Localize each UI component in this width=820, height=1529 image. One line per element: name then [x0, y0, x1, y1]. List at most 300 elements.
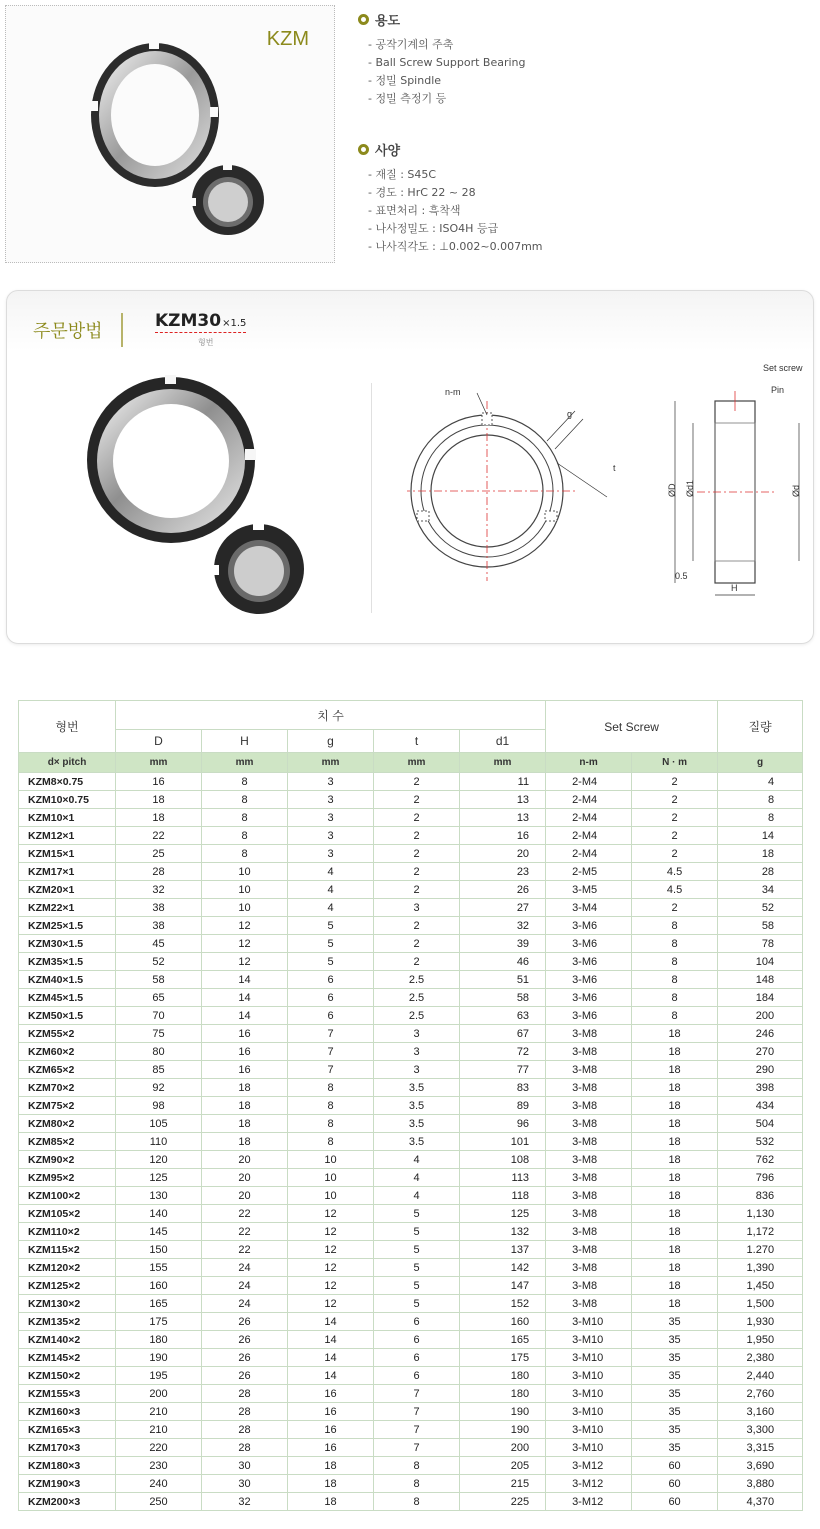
- cell-g: 5: [288, 953, 374, 971]
- cell-model: KZM130×2: [19, 1295, 116, 1313]
- table-row: [19, 1241, 803, 1259]
- cell-d1: 32: [460, 917, 546, 935]
- header-model: 형번: [19, 701, 116, 753]
- cell-D: 75: [116, 1025, 202, 1043]
- cell-g: 12: [288, 1223, 374, 1241]
- cell-g: 8: [288, 1133, 374, 1151]
- cell-torque: 2: [632, 899, 718, 917]
- order-code: [155, 311, 246, 333]
- cell-t: 2: [374, 881, 460, 899]
- cell-model: KZM8×0.75: [19, 773, 116, 791]
- cell-model: KZM20×1: [19, 881, 116, 899]
- cell-D: 195: [116, 1367, 202, 1385]
- table-row: [19, 791, 803, 809]
- cell-screw-nm: 3-M10: [546, 1313, 632, 1331]
- cell-D: 38: [116, 917, 202, 935]
- cell-weight: 4,370: [718, 1493, 803, 1511]
- cell-model: KZM70×2: [19, 1079, 116, 1097]
- cell-t: 7: [374, 1403, 460, 1421]
- cell-d1: 83: [460, 1079, 546, 1097]
- table-row: [19, 1385, 803, 1403]
- cell-d1: 13: [460, 791, 546, 809]
- cell-screw-nm: 3-M8: [546, 1151, 632, 1169]
- cell-model: KZM150×2: [19, 1367, 116, 1385]
- cell-D: 120: [116, 1151, 202, 1169]
- table-row: [19, 1151, 803, 1169]
- cell-screw-nm: 2-M4: [546, 827, 632, 845]
- cell-screw-nm: 3-M5: [546, 881, 632, 899]
- table-row: [19, 773, 803, 791]
- cell-screw-nm: 3-M8: [546, 1043, 632, 1061]
- list-item: - 나사정밀도 : ISO4H 등급: [368, 220, 543, 238]
- cell-screw-nm: 3-M8: [546, 1061, 632, 1079]
- cell-torque: 8: [632, 971, 718, 989]
- cell-g: 6: [288, 971, 374, 989]
- cell-screw-nm: 2-M4: [546, 809, 632, 827]
- table-row: [19, 953, 803, 971]
- cell-g: 16: [288, 1421, 374, 1439]
- ring-bullet-icon: [358, 14, 369, 25]
- cell-screw-nm: 3-M6: [546, 953, 632, 971]
- table-row: [19, 1259, 803, 1277]
- cell-g: 16: [288, 1385, 374, 1403]
- cell-D: 155: [116, 1259, 202, 1277]
- cell-H: 12: [202, 935, 288, 953]
- order-panel: [6, 290, 814, 644]
- cell-d1: 51: [460, 971, 546, 989]
- cell-H: 18: [202, 1115, 288, 1133]
- cell-D: 85: [116, 1061, 202, 1079]
- cell-weight: 1,950: [718, 1331, 803, 1349]
- cell-weight: 3,315: [718, 1439, 803, 1457]
- cell-t: 7: [374, 1385, 460, 1403]
- cell-model: KZM50×1.5: [19, 1007, 116, 1025]
- cell-torque: 18: [632, 1133, 718, 1151]
- cell-d1: 27: [460, 899, 546, 917]
- cell-D: 105: [116, 1115, 202, 1133]
- cell-g: 8: [288, 1115, 374, 1133]
- cell-torque: 18: [632, 1259, 718, 1277]
- order-divider: [121, 313, 123, 347]
- table-row: [19, 809, 803, 827]
- cell-torque: 18: [632, 1061, 718, 1079]
- list-item: - 공작기계의 주축: [368, 36, 526, 54]
- order-code-caption: 형번: [198, 338, 214, 347]
- cell-g: 3: [288, 809, 374, 827]
- table-row: [19, 899, 803, 917]
- cell-screw-nm: 3-M12: [546, 1457, 632, 1475]
- list-item: - Ball Screw Support Bearing: [368, 54, 526, 72]
- table-row: [19, 1349, 803, 1367]
- header-set-screw: Set Screw: [546, 701, 718, 753]
- table-row: [19, 1115, 803, 1133]
- cell-weight: 270: [718, 1043, 803, 1061]
- cell-torque: 18: [632, 1169, 718, 1187]
- cell-g: 18: [288, 1475, 374, 1493]
- cell-model: KZM80×2: [19, 1115, 116, 1133]
- lock-nut-small-image: [191, 164, 265, 236]
- cell-weight: 3,160: [718, 1403, 803, 1421]
- cell-torque: 18: [632, 1079, 718, 1097]
- cell-D: 80: [116, 1043, 202, 1061]
- cell-torque: 18: [632, 1097, 718, 1115]
- unit-cell: mm: [202, 753, 288, 773]
- cell-model: KZM155×3: [19, 1385, 116, 1403]
- cell-d1: 46: [460, 953, 546, 971]
- table-row: [19, 1043, 803, 1061]
- cell-H: 14: [202, 1007, 288, 1025]
- cell-g: 4: [288, 881, 374, 899]
- cell-model: KZM55×2: [19, 1025, 116, 1043]
- cell-weight: 532: [718, 1133, 803, 1151]
- cell-screw-nm: 3-M8: [546, 1277, 632, 1295]
- table-row: [19, 1169, 803, 1187]
- cell-D: 200: [116, 1385, 202, 1403]
- cell-model: KZM40×1.5: [19, 971, 116, 989]
- cell-screw-nm: 3-M10: [546, 1421, 632, 1439]
- cell-screw-nm: 3-M12: [546, 1475, 632, 1493]
- cell-t: 2: [374, 845, 460, 863]
- cell-g: 3: [288, 845, 374, 863]
- cell-model: KZM190×3: [19, 1475, 116, 1493]
- cell-t: 7: [374, 1439, 460, 1457]
- cell-weight: 290: [718, 1061, 803, 1079]
- cell-d1: 152: [460, 1295, 546, 1313]
- unit-cell: g: [718, 753, 803, 773]
- cell-H: 8: [202, 791, 288, 809]
- cell-D: 145: [116, 1223, 202, 1241]
- cell-g: 3: [288, 827, 374, 845]
- cell-model: KZM30×1.5: [19, 935, 116, 953]
- ring-bullet-icon: [358, 144, 369, 155]
- cell-D: 220: [116, 1439, 202, 1457]
- cell-torque: 18: [632, 1295, 718, 1313]
- cell-t: 8: [374, 1493, 460, 1511]
- cell-t: 5: [374, 1277, 460, 1295]
- cell-model: KZM135×2: [19, 1313, 116, 1331]
- cell-g: 12: [288, 1295, 374, 1313]
- drawing-label-pin: Pin: [771, 385, 785, 395]
- cell-d1: 190: [460, 1403, 546, 1421]
- drawing-label-gap: 0.5: [675, 571, 688, 581]
- cell-t: 2: [374, 809, 460, 827]
- cell-torque: 4.5: [632, 863, 718, 881]
- unit-cell: N · m: [632, 753, 718, 773]
- cell-torque: 8: [632, 917, 718, 935]
- cell-weight: 18: [718, 845, 803, 863]
- cell-torque: 8: [632, 935, 718, 953]
- cell-model: KZM165×3: [19, 1421, 116, 1439]
- cell-g: 5: [288, 935, 374, 953]
- cell-t: 3.5: [374, 1079, 460, 1097]
- cell-weight: 28: [718, 863, 803, 881]
- cell-d1: 11: [460, 773, 546, 791]
- cell-D: 98: [116, 1097, 202, 1115]
- table-unit-row: [19, 753, 803, 773]
- cell-H: 22: [202, 1205, 288, 1223]
- cell-t: 8: [374, 1457, 460, 1475]
- cell-H: 10: [202, 899, 288, 917]
- unit-cell: mm: [460, 753, 546, 773]
- cell-torque: 18: [632, 1205, 718, 1223]
- table-row: [19, 1133, 803, 1151]
- cell-H: 22: [202, 1241, 288, 1259]
- cell-screw-nm: 3-M8: [546, 1259, 632, 1277]
- cell-weight: 1,450: [718, 1277, 803, 1295]
- cell-t: 2: [374, 773, 460, 791]
- list-item: - 경도 : HrC 22 ~ 28: [368, 184, 543, 202]
- spec-heading-label: 사양: [375, 144, 401, 159]
- cell-d1: 165: [460, 1331, 546, 1349]
- cell-d1: 190: [460, 1421, 546, 1439]
- cell-weight: 3,880: [718, 1475, 803, 1493]
- cell-torque: 2: [632, 809, 718, 827]
- table-row: [19, 1313, 803, 1331]
- unit-cell: d× pitch: [19, 753, 116, 773]
- cell-torque: 18: [632, 1025, 718, 1043]
- cell-t: 2.5: [374, 1007, 460, 1025]
- order-code-pitch: ×1.5: [222, 318, 247, 329]
- cell-d1: 215: [460, 1475, 546, 1493]
- cell-D: 92: [116, 1079, 202, 1097]
- cell-H: 30: [202, 1475, 288, 1493]
- list-item: - 정밀 Spindle: [368, 72, 526, 90]
- drawing-label-H: H: [731, 583, 738, 593]
- cell-d1: 72: [460, 1043, 546, 1061]
- cell-weight: 1,930: [718, 1313, 803, 1331]
- cell-g: 7: [288, 1043, 374, 1061]
- cell-d1: 175: [460, 1349, 546, 1367]
- header-col-H: H: [202, 730, 288, 753]
- cell-model: KZM100×2: [19, 1187, 116, 1205]
- cell-g: 14: [288, 1349, 374, 1367]
- cell-t: 6: [374, 1313, 460, 1331]
- table-row: [19, 1007, 803, 1025]
- table-row: [19, 1079, 803, 1097]
- cell-screw-nm: 3-M6: [546, 971, 632, 989]
- cell-torque: 60: [632, 1493, 718, 1511]
- table-body: [19, 773, 803, 1511]
- lock-nut-small-image: [213, 523, 305, 615]
- usage-heading: [358, 10, 526, 29]
- cell-model: KZM170×3: [19, 1439, 116, 1457]
- cell-screw-nm: 3-M10: [546, 1403, 632, 1421]
- cell-d1: 89: [460, 1097, 546, 1115]
- cell-D: 150: [116, 1241, 202, 1259]
- cell-screw-nm: 3-M4: [546, 899, 632, 917]
- cell-H: 26: [202, 1331, 288, 1349]
- order-title: 주문방법: [33, 321, 103, 342]
- cell-screw-nm: 3-M8: [546, 1187, 632, 1205]
- cell-t: 5: [374, 1205, 460, 1223]
- cell-model: KZM75×2: [19, 1097, 116, 1115]
- cell-d1: 180: [460, 1367, 546, 1385]
- cell-screw-nm: 3-M10: [546, 1385, 632, 1403]
- table-row: [19, 1187, 803, 1205]
- cell-d1: 39: [460, 935, 546, 953]
- cell-weight: 246: [718, 1025, 803, 1043]
- header-col-g: g: [288, 730, 374, 753]
- cell-screw-nm: 3-M8: [546, 1079, 632, 1097]
- cell-d1: 180: [460, 1385, 546, 1403]
- cell-weight: 836: [718, 1187, 803, 1205]
- table-row: [19, 1421, 803, 1439]
- cell-torque: 18: [632, 1187, 718, 1205]
- cell-screw-nm: 3-M8: [546, 1205, 632, 1223]
- list-item: - 정밀 측정기 등: [368, 90, 526, 108]
- cell-model: KZM125×2: [19, 1277, 116, 1295]
- cell-screw-nm: 3-M10: [546, 1367, 632, 1385]
- cell-H: 16: [202, 1025, 288, 1043]
- cell-screw-nm: 3-M10: [546, 1331, 632, 1349]
- cell-H: 20: [202, 1151, 288, 1169]
- cell-t: 3.5: [374, 1115, 460, 1133]
- cell-model: KZM35×1.5: [19, 953, 116, 971]
- cell-g: 6: [288, 1007, 374, 1025]
- cell-model: KZM60×2: [19, 1043, 116, 1061]
- header-col-d1: d1: [460, 730, 546, 753]
- drawing-label-nm: n-m: [445, 387, 461, 397]
- header-col-t: t: [374, 730, 460, 753]
- table-row: [19, 1295, 803, 1313]
- cell-screw-nm: 3-M8: [546, 1169, 632, 1187]
- cell-torque: 8: [632, 1007, 718, 1025]
- cell-torque: 35: [632, 1439, 718, 1457]
- cell-screw-nm: 3-M12: [546, 1493, 632, 1511]
- cell-d1: 13: [460, 809, 546, 827]
- cell-model: KZM140×2: [19, 1331, 116, 1349]
- cell-screw-nm: 3-M8: [546, 1223, 632, 1241]
- table-row: [19, 881, 803, 899]
- table-row: [19, 1061, 803, 1079]
- cell-H: 8: [202, 773, 288, 791]
- table-row: [19, 1205, 803, 1223]
- cell-g: 8: [288, 1097, 374, 1115]
- cell-D: 175: [116, 1313, 202, 1331]
- cell-screw-nm: 3-M8: [546, 1241, 632, 1259]
- cell-H: 32: [202, 1493, 288, 1511]
- cell-D: 45: [116, 935, 202, 953]
- cell-d1: 101: [460, 1133, 546, 1151]
- cell-H: 28: [202, 1439, 288, 1457]
- cell-D: 28: [116, 863, 202, 881]
- cell-d1: 16: [460, 827, 546, 845]
- cell-H: 26: [202, 1367, 288, 1385]
- cell-D: 58: [116, 971, 202, 989]
- cell-d1: 26: [460, 881, 546, 899]
- cell-weight: 3,300: [718, 1421, 803, 1439]
- cell-H: 30: [202, 1457, 288, 1475]
- table-row: [19, 1025, 803, 1043]
- cell-torque: 2: [632, 845, 718, 863]
- cell-g: 18: [288, 1457, 374, 1475]
- spec-heading: [358, 140, 543, 159]
- product-title: KZM: [266, 28, 309, 50]
- cell-g: 16: [288, 1403, 374, 1421]
- unit-cell: n-m: [546, 753, 632, 773]
- cell-D: 180: [116, 1331, 202, 1349]
- cell-model: KZM10×0.75: [19, 791, 116, 809]
- cell-g: 4: [288, 863, 374, 881]
- drawing-label-g: g: [567, 409, 573, 419]
- cell-model: KZM145×2: [19, 1349, 116, 1367]
- cell-weight: 504: [718, 1115, 803, 1133]
- cell-D: 22: [116, 827, 202, 845]
- cell-H: 24: [202, 1259, 288, 1277]
- cell-D: 65: [116, 989, 202, 1007]
- cell-D: 160: [116, 1277, 202, 1295]
- cell-model: KZM12×1: [19, 827, 116, 845]
- cell-H: 8: [202, 827, 288, 845]
- cell-torque: 8: [632, 953, 718, 971]
- cell-t: 2.5: [374, 989, 460, 1007]
- cell-t: 3.5: [374, 1133, 460, 1151]
- cell-g: 6: [288, 989, 374, 1007]
- cell-model: KZM160×3: [19, 1403, 116, 1421]
- list-item: - 표면처리 : 흑착색: [368, 202, 543, 220]
- cell-model: KZM105×2: [19, 1205, 116, 1223]
- cell-torque: 18: [632, 1151, 718, 1169]
- header-col-D: D: [116, 730, 202, 753]
- cell-weight: 1,390: [718, 1259, 803, 1277]
- cell-H: 8: [202, 845, 288, 863]
- table-row: [19, 935, 803, 953]
- cell-D: 125: [116, 1169, 202, 1187]
- cell-weight: 34: [718, 881, 803, 899]
- usage-section: [358, 10, 526, 108]
- cell-d1: 96: [460, 1115, 546, 1133]
- cell-torque: 35: [632, 1385, 718, 1403]
- cell-torque: 18: [632, 1223, 718, 1241]
- cell-g: 12: [288, 1259, 374, 1277]
- cell-torque: 18: [632, 1043, 718, 1061]
- cell-model: KZM85×2: [19, 1133, 116, 1151]
- cell-H: 16: [202, 1043, 288, 1061]
- cell-screw-nm: 3-M6: [546, 917, 632, 935]
- cell-H: 20: [202, 1187, 288, 1205]
- cell-D: 52: [116, 953, 202, 971]
- cell-t: 6: [374, 1349, 460, 1367]
- unit-cell: mm: [288, 753, 374, 773]
- side-view-drawing: [657, 351, 815, 605]
- cell-screw-nm: 3-M6: [546, 989, 632, 1007]
- cell-D: 16: [116, 773, 202, 791]
- cell-weight: 434: [718, 1097, 803, 1115]
- usage-heading-label: 용도: [375, 14, 401, 29]
- cell-D: 38: [116, 899, 202, 917]
- cell-t: 5: [374, 1295, 460, 1313]
- cell-g: 5: [288, 917, 374, 935]
- cell-H: 8: [202, 809, 288, 827]
- cell-torque: 35: [632, 1367, 718, 1385]
- cell-H: 18: [202, 1133, 288, 1151]
- cell-H: 18: [202, 1097, 288, 1115]
- table-row: [19, 917, 803, 935]
- table-row: [19, 1493, 803, 1511]
- cell-weight: 762: [718, 1151, 803, 1169]
- cell-D: 140: [116, 1205, 202, 1223]
- cell-model: KZM120×2: [19, 1259, 116, 1277]
- table-row: [19, 1367, 803, 1385]
- cell-weight: 796: [718, 1169, 803, 1187]
- cell-torque: 2: [632, 773, 718, 791]
- cell-torque: 60: [632, 1475, 718, 1493]
- cell-D: 70: [116, 1007, 202, 1025]
- cell-t: 2: [374, 791, 460, 809]
- cell-model: KZM17×1: [19, 863, 116, 881]
- cell-screw-nm: 3-M10: [546, 1349, 632, 1367]
- table-row: [19, 827, 803, 845]
